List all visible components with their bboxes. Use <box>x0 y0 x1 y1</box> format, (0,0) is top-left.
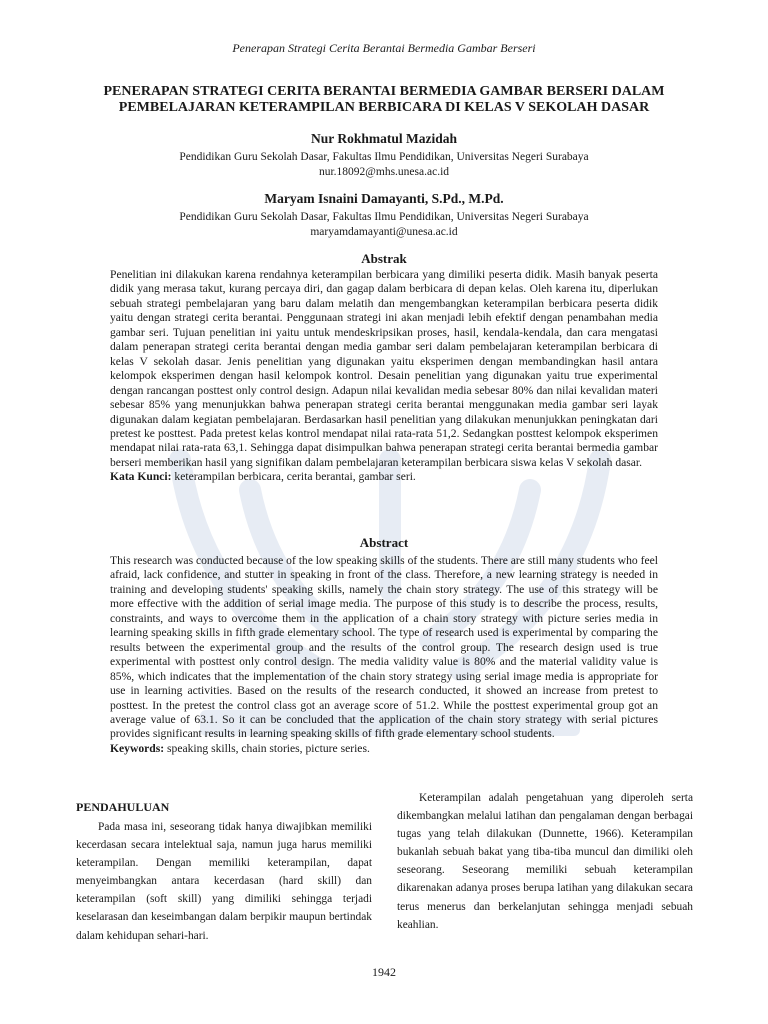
affiliation-text: Pendidikan Guru Sekolah Dasar, Fakultas Ilmu Pendidikan, Universitas Negeri Surabaya <box>179 211 589 223</box>
section-heading-pendahuluan: PENDAHULUAN <box>76 800 170 814</box>
keywords-label: Kata Kunci: <box>110 470 172 484</box>
body-paragraph: Keterampilan adalah pengetahuan yang diperoleh serta dikembangkan melalui latihan dan pengalaman dengan berbagai tugas yang telah dilakukan (Dunnette, 1966). Keterampilan bukanlah sebuah bakat yang tiba-tiba muncul dan dimiliki oleh seseorang. Seseorang memiliki sebuah keterampilan dikarenakan adanya proses berupa latihan yang dilakukan secara terus menerus dan berkelanjutan sehingga menjadi sebuah keahlian. <box>397 792 693 931</box>
author-email: maryamdamayanti@unesa.ac.id <box>310 226 458 238</box>
author-name: Maryam Isnaini Damayanti, S.Pd., M.Pd. <box>264 191 504 206</box>
author-affiliation <box>0 210 768 240</box>
left-column <box>76 818 372 945</box>
abstrak-keywords <box>110 470 658 484</box>
title-line: PENERAPAN STRATEGI CERITA BERANTAI BERMEDIA GAMBAR BERSERI DALAM <box>103 84 665 99</box>
paper-title <box>60 84 708 116</box>
author-email: nur.18092@mhs.unesa.ac.id <box>318 166 450 178</box>
abstract-body <box>110 554 658 756</box>
body-paragraph: Pada masa ini, seseorang tidak hanya diwajibkan memiliki kecerdasan secara intelektual saja, namun juga harus memiliki keterampilan. Dengan memiliki keterampilan, dapat menyeimbangkan antara kecerdasan (hard skill) dan keterampilan (soft skill) yang dimiliki sehingga terjadi keselarasan dan keseimbangan dalam berpikir maupun bertindak dalam kehidupan sehari-hari. <box>76 821 372 942</box>
abstract-keywords <box>110 742 658 756</box>
abstract-heading: Abstract <box>359 535 409 550</box>
abstrak-body <box>110 268 658 485</box>
abstrak-heading: Abstrak <box>361 251 407 266</box>
abstrak-text: Penelitian ini dilakukan karena rendahnya keterampilan berbicara yang dimiliki peserta didik. Masih banyak peserta didik yang merasa takut, kurang percaya diri, dan gagap dalam berbicara di depan kelas. Oleh karena itu, diperlukan sebuah strategi pembelajaran yang baru dalam melatih dan mengembangkan keterampilan berbicara peserta didik yaitu dengan strategi cerita berantai. Penggunaan strategi ini akan menjadi lebih efektif dengan penambahan media gambar seri. Tujuan penelitian ini yaitu untuk mendeskripsikan proses, hasil, kendala-kendala, dan cara mengatasi dalam penerapan strategi cerita berantai dengan media gambar seri dalam pembelajaran keterampilan berbicara di kelas V sekolah dasar. Jenis penelitian yang digunakan yaitu eksperimen dengan membandingkan hasil antara kelompok eksperimen dengan hasil kelompok kontrol. Desain penelitian yang digunakan yaitu true experimental dengan rancangan posttest only control design. Adapun nilai kevalidan media sebesar 80% dan nilai kevalidan materi sebesar 85% yang menunjukkan bahwa penerapan strategi cerita berantai menggunakan media gambar seri layak digunakan dalam kegiatan pembelajaran. Berdasarkan hasil penelitian yang dilakukan menunjukkan peningkatan dari pretest ke posttest. Pada pretest kelas kontrol mendapat nilai rata-rata 51,2. Sedangkan posttest kelompok eksperimen mendapat nilai rata-rata 63,1. Sehingga dapat disimpulkan bahwa penerapan strategi cerita berantai bermedia gambar berseri memberikan hasil yang signifikan dalam pembelajaran keterampilan berbicara siswa kelas V sekolah dasar. <box>110 268 658 469</box>
affiliation-text: Pendidikan Guru Sekolah Dasar, Fakultas Ilmu Pendidikan, Universitas Negeri Surabaya <box>179 151 589 163</box>
right-column <box>397 789 693 934</box>
abstract-text: This research was conducted because of the low speaking skills of the students. There are still many students who feel afraid, lack confidence, and stutter in speaking in front of the class. Therefore, a new learning strategy is needed in training and developing students' speaking skills, namely the chain story strategy. The use of this strategy will be more effective with the addition of serial image media. The purpose of this study is to describe the process, results, constraints, and ways to overcome them in the application of a chain story strategy with picture series media in learning speaking skills in fifth grade elementary school. The type of research used is experimental by comparing the results between the experimental group and the results of the control group. The research design used is true experimental with posttest only control design. The media validity value is 80% and the material validity value is 85%, which indicates that the implementation of the chain story strategy using serial image media is appropriate for use in learning activities. Based on the results of the research conducted, it showed an increase from pretest to posttest. In the pretest the control class got an average score of 51.2. While the posttest experimental group got an average value of 63.1. So it can be concluded that the application of the chain story strategy with serial pictures provides significant results in learning speaking skills of fifth grade elementary school students. <box>110 554 658 741</box>
title-line: PEMBELAJARAN KETERAMPILAN BERBICARA DI KELAS V SEKOLAH DASAR <box>118 100 650 115</box>
author-name: Nur Rokhmatul Mazidah <box>310 131 458 146</box>
page-number: 1942 <box>372 965 396 979</box>
keywords-text: keterampilan berbicara, cerita berantai, gambar seri. <box>174 470 416 484</box>
author-affiliation <box>0 150 768 180</box>
keywords-text: speaking skills, chain stories, picture series. <box>167 741 370 755</box>
keywords-label: Keywords: <box>110 741 165 755</box>
running-head: Penerapan Strategi Cerita Berantai Bermedia Gambar Berseri <box>232 41 536 55</box>
